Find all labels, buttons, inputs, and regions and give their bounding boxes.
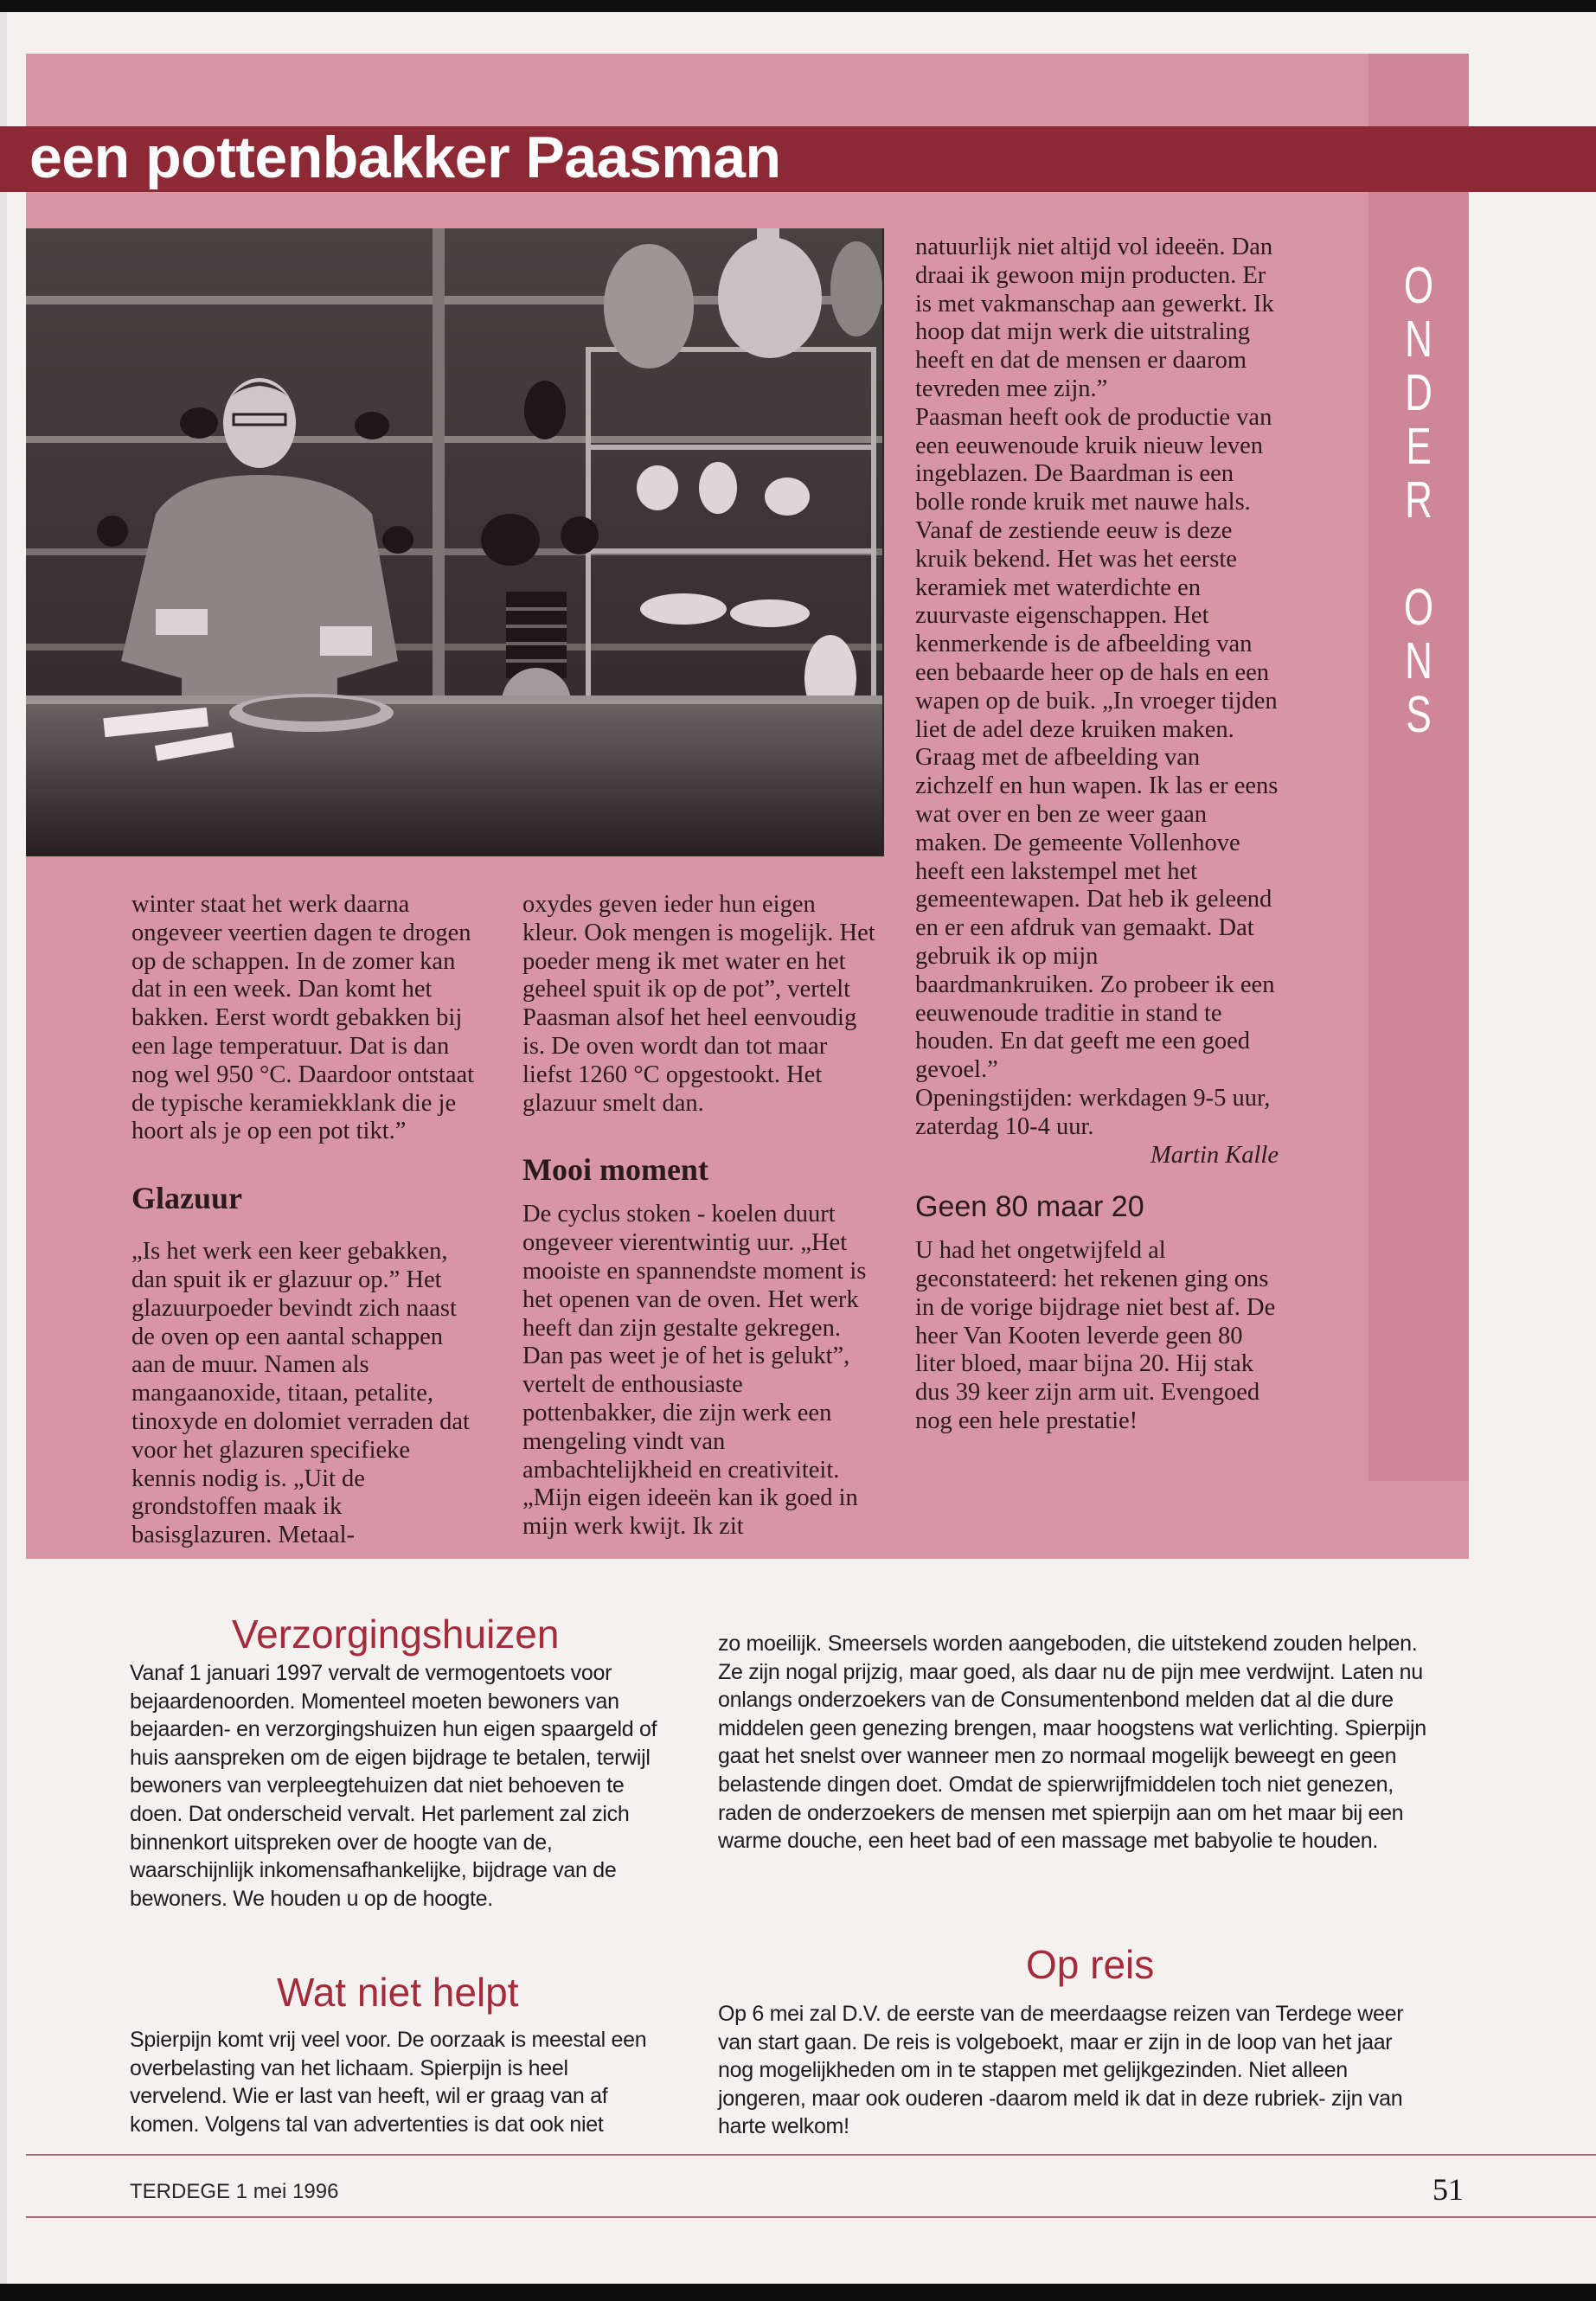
text-wat-niet-helpt — [130, 2026, 666, 2138]
rubric-letter: N — [1405, 311, 1433, 369]
footer-rule-top — [26, 2154, 1596, 2156]
text-verzorgingshuizen — [130, 1659, 666, 1913]
scan-edge-top — [0, 0, 1596, 12]
subheading-geen-80: Geen 80 maar 20 — [915, 1190, 1144, 1224]
text-op-reis — [718, 2000, 1429, 2141]
heading-wat-niet-helpt: Wat niet helpt — [277, 1970, 519, 2015]
rubric-letter: E — [1406, 418, 1432, 476]
author-signature: Martin Kalle — [1150, 1141, 1279, 1169]
col3-paragraph-2: Paasman heeft ook de productie van een eeuwenoude kruik nieuw leven ingeblazen. De Baardman is een bolle ronde kruik met nauwe hals. Vanaf de zestiende eeuw is deze kruik bekend. Het was het eerste keramiek met waterdichte en zuurvaste eigenschappen. Het kenmerkende is de afbeelding van een bebaarde heer op de hals en een wapen op de buik. „In vroeger tijden liet de adel deze kruiken maken. Graag met de afbeelding van zichzelf en hun wapen. Ik las er eens wat over en ben ze weer gaan maken. De gemeente Vollenhove heeft een lakstempel met het gemeentewapen. Dat heb ik geleend en er een afdruk van gemaakt. Dat gebruik ik op mijn baardmankruiken. Zo probeer ik een eeuwenoude traditie in stand te houden. En dat geeft me een goed gevoel.” — [915, 403, 1279, 1084]
col1-paragraph-2: „Is het werk een keer gebakken, dan spuit ik er glazuur op.” Het glazuurpoeder bevindt zich naast de oven op een aantal schappen aan de muur. Namen als mangaanoxide, titaan, petalite, tinoxyde en dolomiet verraden dat voor het glazuren specifieke kennis nodig is. „Uit de grondstoffen maak ik basisglazuren. Metaal- — [131, 1238, 470, 1549]
heading-op-reis: Op reis — [1026, 1942, 1155, 1987]
verzorgingshuizen-body: Vanaf 1 januari 1997 vervalt de vermogentoets voor bejaardenoorden. Momenteel moeten bewoners van bejaarden- en verzorgingshuizen hun eigen spaargeld of huis aanspreken om de eigen bijdrage te betalen, terwijl bewoners van verpleegtehuizen dat niet behoeven te doen. Dat onderscheid vervalt. Het parlement zal zich binnenkort uitspreken over de hoogte van de, waarschijnlijk inkomensafhankelijke, bijdrage van de bewoners. We houden u op de hoogte. — [130, 1661, 657, 1911]
col2-paragraph-2: De cyclus stoken - koelen duurt ongeveer vierentwintig uur. „Het mooiste en spannendste moment is het openen van de oven. Het werk heeft dan zijn gestalte gekregen. Dan pas weet je of het is gelukt”, vertelt de enthousiaste pottenbakker, die zijn werk een mengeling vindt van ambachtelijkheid en creativiteit. „Mijn eigen ideeën kan ik goed in mijn werk kwijt. Ik zit — [522, 1201, 867, 1541]
footer-rule-bottom — [26, 2216, 1596, 2218]
heading-verzorgingshuizen: Verzorgingshuizen — [232, 1612, 560, 1657]
rubric-letter: O — [1403, 257, 1434, 315]
photo-illustration — [26, 228, 882, 855]
col2-paragraph: oxydes geven ieder hun eigen kleur. Ook mengen is mogelijk. Het poeder meng ik met water en het geheel spuit ik op de pot”, vertelt Paasman alsof het heel eenvoudig is. De oven wordt dan tot maar liefst 1260 °C opgestookt. Het glazuur smelt dan. — [522, 891, 875, 1117]
scan-edge-left — [0, 12, 7, 2284]
rubric-letter: D — [1405, 364, 1433, 422]
col3-opening-hours: Openingstijden: werkdagen 9-5 uur, zaterdag 10-4 uur. — [915, 1084, 1271, 1140]
rubric-letter: O — [1403, 579, 1434, 637]
rubric-letter: R — [1405, 471, 1433, 529]
col3-paragraph: natuurlijk niet altijd vol ideeën. Dan draai ik gewoon mijn producten. Er is met vakmanschap aan gewerkt. Ik hoop dat mijn werk die uitstraling heeft en dat de mensen er daarom tevreden mee zijn.” — [915, 234, 1274, 402]
scan-edge-bottom — [0, 2284, 1596, 2301]
article-title: een pottenbakker Paasman — [29, 125, 781, 190]
rubric-letter: N — [1405, 632, 1433, 690]
article-column-2 — [522, 891, 875, 1541]
footer-publication: TERDEGE 1 mei 1996 — [130, 2180, 339, 2203]
text-spierpijn-vervolg — [718, 1630, 1429, 1856]
col1-paragraph: winter staat het werk daarna ongeveer veertien dagen te drogen op de schappen. In de zomer kan dat in een week. Dan komt het bakken. Eerst wordt gebakken bij een lage temperatuur. Dat is dan nog wel 950 °C. Daardoor ontstaat de typische keramiekklank die je hoort als je op een pot tikt.” — [131, 891, 475, 1145]
rubric-letter: S — [1406, 686, 1432, 744]
col3-paragraph-4: U had het ongetwijfeld al geconstateerd: het rekenen ging ons in de vorige bijdrage niet best af. De heer Van Kooten leverde geen 80 liter bloed, maar bijna 20. Hij stak dus 39 keer zijn arm uit. Evengoed nog een hele prestatie! — [915, 1237, 1276, 1435]
article-column-3 — [915, 234, 1279, 1436]
rubric-label-onder-ons — [1394, 257, 1443, 744]
spierpijn-body: zo moeilijk. Smeersels worden aangeboden, die uitstekend zouden helpen. Ze zijn nogal prijzig, maar goed, als daar nu de pijn mee verdwijnt. Laten nu onlangs onderzoekers van de Consumentenbond melden dat al die dure middelen geen genezing brengen, maar hoogstens wat verlichting. Spierpijn gaat het snelst over wanneer men zo normaal mogelijk beweegt en geen belastende dingen doet. Omdat de spierwrijfmiddelen toch niet genezen, raden de onderzoekers de mensen met spierpijn aan om het maar bij een warme douche, een heet bad of een massage met babyolie te houden. — [718, 1631, 1426, 1854]
wat-niet-helpt-body: Spierpijn komt vrij veel voor. De oorzaak is meestal een overbelasting van het lichaam. Spierpijn is heel vervelend. Wie er last van heeft, wil er graag van af komen. Volgens tal van advertenties is dat ook niet — [130, 2028, 647, 2137]
potter-photo — [26, 228, 884, 856]
subheading-glazuur: Glazuur — [131, 1181, 243, 1216]
article-column-1 — [131, 891, 478, 1550]
page-number: 51 — [1433, 2172, 1464, 2207]
op-reis-body: Op 6 mei zal D.V. de eerste van de meerdaagse reizen van Terdege weer van start gaan. De reis is volgeboekt, maar er zijn in de loop van het jaar nog mogelijkheden om in te stappen met gelijkgezinden. Niet alleen jongeren, maar ook ouderen -daarom meld ik dat in deze rubriek- zijn van harte welkom! — [718, 2002, 1404, 2139]
subheading-mooi-moment: Mooi moment — [522, 1152, 708, 1188]
